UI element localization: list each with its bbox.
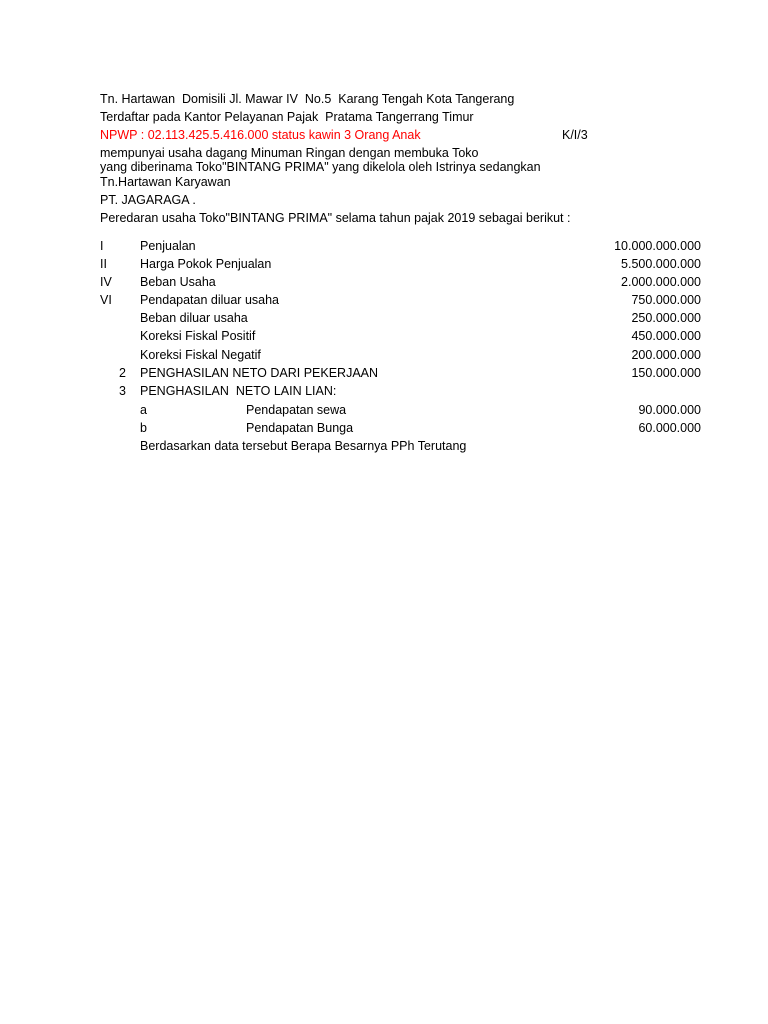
taxpayer-address-line: Tn. Hartawan Domisili Jl. Mawar IV No.5 Karang Tengah Kota Tangerang — [100, 92, 515, 106]
section-label: PENGHASILAN NETO LAIN LIAN: — [140, 384, 337, 398]
section-3-row — [0, 384, 768, 398]
section-label: PENGHASILAN NETO DARI PEKERJAAN — [140, 366, 379, 380]
section-number: 2 — [119, 366, 126, 380]
row-label: Pendapatan diluar usaha — [140, 293, 280, 307]
marital-status-code: K/I/3 — [562, 128, 588, 142]
row-label: Beban Usaha — [140, 275, 216, 289]
row-number: II — [100, 257, 107, 271]
business-description-line-2: yang diberinama Toko"BINTANG PRIMA" yang dikelola oleh Istrinya sedangkan — [100, 160, 541, 174]
row-amount: 2.000.000.000 — [621, 275, 701, 289]
sub-item-amount: 90.000.000 — [638, 403, 701, 417]
section-number: 3 — [119, 384, 126, 398]
row-label: Penjualan — [140, 239, 196, 253]
row-amount: 200.000.000 — [631, 348, 701, 362]
npwp-status-line: NPWP : 02.113.425.5.416.000 status kawin 3 Orang Anak — [100, 128, 421, 142]
business-description-line-3: Tn.Hartawan Karyawan — [100, 175, 231, 189]
sub-item-label: Pendapatan Bunga — [246, 421, 354, 435]
row-label: Beban diluar usaha — [140, 311, 248, 325]
row-number: IV — [100, 275, 112, 289]
revenue-intro-line: Peredaran usaha Toko"BINTANG PRIMA" selama tahun pajak 2019 sebagai berikut : — [100, 211, 571, 225]
row-number: I — [100, 239, 104, 253]
sub-item-amount: 60.000.000 — [638, 421, 701, 435]
row-label: Koreksi Fiskal Positif — [140, 329, 256, 343]
row-amount: 750.000.000 — [631, 293, 701, 307]
section-2-row — [0, 366, 768, 380]
table-row — [0, 348, 768, 362]
row-label: Harga Pokok Penjualan — [140, 257, 272, 271]
sub-item-letter: b — [140, 421, 147, 435]
employer-line: PT. JAGARAGA . — [100, 193, 196, 207]
table-row — [0, 329, 768, 343]
sub-item-letter: a — [140, 403, 147, 417]
row-amount: 250.000.000 — [631, 311, 701, 325]
row-label: Koreksi Fiskal Negatif — [140, 348, 261, 362]
table-row — [0, 293, 768, 307]
section-amount: 150.000.000 — [631, 366, 701, 380]
table-row — [0, 257, 768, 271]
row-amount: 5.500.000.000 — [621, 257, 701, 271]
sub-item-row — [0, 421, 768, 435]
question-row — [0, 439, 768, 453]
row-amount: 450.000.000 — [631, 329, 701, 343]
business-description-line-1: mempunyai usaha dagang Minuman Ringan dengan membuka Toko — [100, 146, 479, 160]
question-text: Berdasarkan data tersebut Berapa Besarnya PPh Terutang — [140, 439, 467, 453]
table-row — [0, 239, 768, 253]
row-amount: 10.000.000.000 — [614, 239, 701, 253]
tax-office-line: Terdaftar pada Kantor Pelayanan Pajak Pratama Tangerrang Timur — [100, 110, 474, 124]
row-number: VI — [100, 293, 112, 307]
table-row — [0, 275, 768, 289]
sub-item-row — [0, 403, 768, 417]
sub-item-label: Pendapatan sewa — [246, 403, 347, 417]
table-row — [0, 311, 768, 325]
